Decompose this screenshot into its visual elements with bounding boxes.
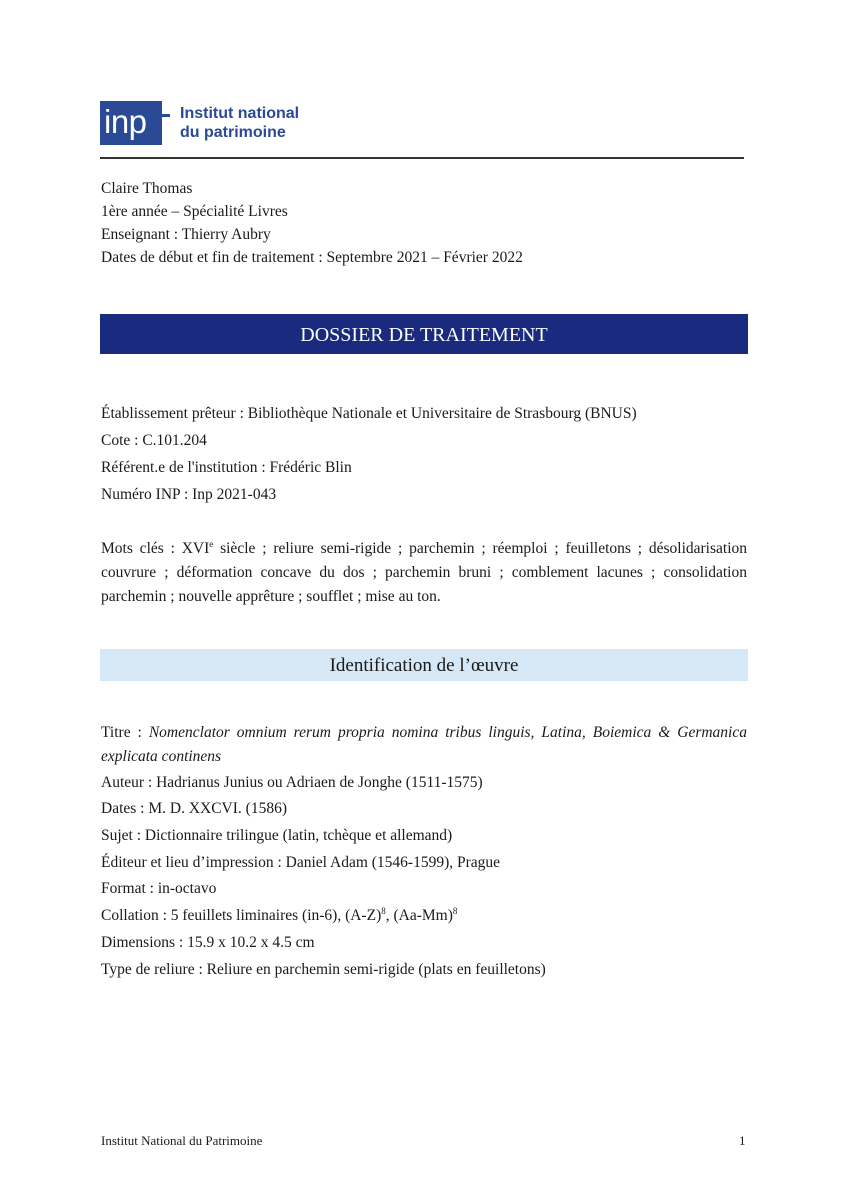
main-title: DOSSIER DE TRAITEMENT — [300, 324, 548, 346]
collation-sup-2: 8 — [452, 905, 458, 916]
title-label: Titre : — [101, 724, 149, 741]
logo-institution-name — [180, 104, 299, 142]
collation-sup-1: 8 — [381, 905, 386, 916]
work-binding: Type de reliure : Reliure en parchemin semi-rigide (plats en feuilletons) — [101, 961, 546, 978]
work-subject: Sujet : Dictionnaire trilingue (latin, tchèque et allemand) — [101, 827, 453, 844]
cote: Cote : C.101.204 — [101, 432, 207, 449]
inp-number: Numéro INP : Inp 2021-043 — [101, 486, 277, 503]
keywords-lead: Mots clés : XVI — [101, 540, 210, 557]
logo-accent-bar — [160, 114, 170, 117]
collation-part-b: , (Aa-Mm) — [385, 907, 453, 924]
collation-part-a: Collation : 5 feuillets liminaires (in-6), (A-Z) — [101, 907, 382, 924]
author-name: Claire Thomas — [101, 180, 193, 197]
section-banner — [100, 649, 748, 681]
footer-institution: Institut National du Patrimoine — [101, 1133, 263, 1148]
teacher: Enseignant : Thierry Aubry — [101, 226, 271, 243]
referent: Référent.e de l'institution : Frédéric Blin — [101, 459, 352, 476]
main-title-banner — [100, 314, 748, 354]
keywords-paragraph — [101, 537, 747, 609]
header-rule — [100, 157, 744, 159]
lender: Établissement prêteur : Bibliothèque Nationale et Universitaire de Strasbourg (BNUS) — [101, 405, 637, 422]
author-year: 1ère année – Spécialité Livres — [101, 203, 288, 220]
work-publisher: Éditeur et lieu d’impression : Daniel Adam (1546-1599), Prague — [101, 854, 501, 871]
work-author: Auteur : Hadrianus Junius ou Adriaen de Jonghe (1511-1575) — [101, 774, 483, 791]
logo-name-line2: du patrimoine — [180, 124, 286, 141]
work-dimensions: Dimensions : 15.9 x 10.2 x 4.5 cm — [101, 934, 315, 951]
logo-mark: inp — [104, 103, 147, 140]
section-title: Identification de l’œuvre — [329, 655, 519, 676]
work-title — [101, 721, 747, 769]
title-value: Nomenclator omnium rerum propria nomina tribus linguis, Latina, Boiemica & Germanica explicata continens — [101, 724, 747, 765]
work-format: Format : in-octavo — [101, 880, 217, 897]
keywords-sup: e — [209, 538, 214, 549]
logo-name-line1: Institut national — [180, 105, 300, 122]
page-number: 1 — [739, 1133, 746, 1148]
work-collation — [101, 906, 457, 926]
work-dates: Dates : M. D. XXCVI. (1586) — [101, 800, 287, 817]
keywords-list: siècle ; reliure semi-rigide ; parchemin ; réemploi ; feuilletons ; désolidarisation couvrure ; déformation concave du dos ; parchemin bruni ; comblement lacunes ; consolidation parchemin ; nouvelle apprêture ; soufflet ; mise au ton. — [101, 540, 747, 605]
treatment-dates: Dates de début et fin de traitement : Septembre 2021 – Février 2022 — [101, 249, 523, 266]
